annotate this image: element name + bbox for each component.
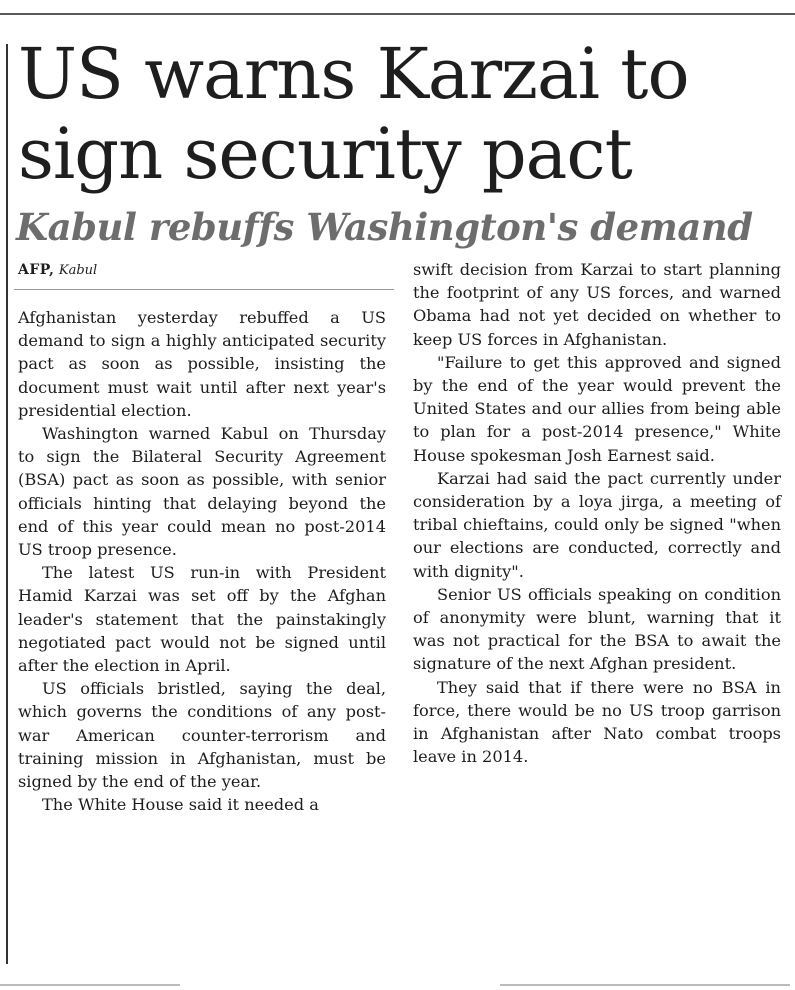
bottom-rule-left bbox=[0, 984, 180, 986]
headline: US warns Karzai to sign security pact bbox=[18, 33, 689, 195]
paragraph: The White House said it needed a bbox=[42, 795, 319, 815]
byline bbox=[18, 262, 97, 278]
byline-agency: AFP, bbox=[18, 262, 55, 278]
paragraph: Senior US officials speaking on condition of anonymity were blunt, warning that it was not practical for the BSA to await the signature of the next Afghan president. bbox=[413, 584, 781, 674]
bottom-rule-right bbox=[500, 984, 790, 986]
paragraph: Afghanistan yesterday rebuffed a US demand to sign a highly anticipated security pact as soon as possible, insisting the document must wait until after next year's presidential election. bbox=[18, 308, 386, 420]
paragraph: Karzai had said the pact currently under consideration by a loya jirga, a meeting of tribal chieftains, could only be signed "when our elections are conducted, correctly and with dignity". bbox=[413, 468, 781, 581]
paragraph: The latest US run-in with President Hamid Karzai was set off by the Afghan leader's statement that the painstakingly negotiated pact would not be signed until after the election in April. bbox=[18, 563, 386, 676]
paragraph: US officials bristled, saying the deal, which governs the conditions of any post-war American counter-terrorism and training mission in Afghanistan, must be signed by the end of the year. bbox=[18, 679, 386, 792]
subhead: Kabul rebuffs Washington's demand bbox=[16, 205, 753, 249]
byline-place: Kabul bbox=[58, 263, 98, 278]
article-column-1 bbox=[18, 306, 386, 816]
left-rule bbox=[6, 44, 8, 964]
paragraph: swift decision from Karzai to start planning the footprint of any US forces, and warned Obama had not yet decided on whether to keep US forces in Afghanistan. bbox=[413, 260, 781, 349]
paragraph: They said that if there were no BSA in force, there would be no US troop garrison in Afghanistan after Nato combat troops leave in 2014. bbox=[413, 677, 781, 767]
byline-rule bbox=[14, 289, 394, 290]
paragraph: "Failure to get this approved and signed by the end of the year would prevent the United States and our allies from being able to plan for a post-2014 presence," White House spokesman Josh Earnest said. bbox=[413, 352, 781, 465]
top-rule bbox=[0, 13, 795, 15]
paragraph: Washington warned Kabul on Thursday to sign the Bilateral Security Agreement (BSA) pact as soon as possible, with senior officials hinting that delaying beyond the end of this year could mean no post-2014 US troop presence. bbox=[18, 424, 386, 560]
article-column-2 bbox=[413, 258, 781, 768]
